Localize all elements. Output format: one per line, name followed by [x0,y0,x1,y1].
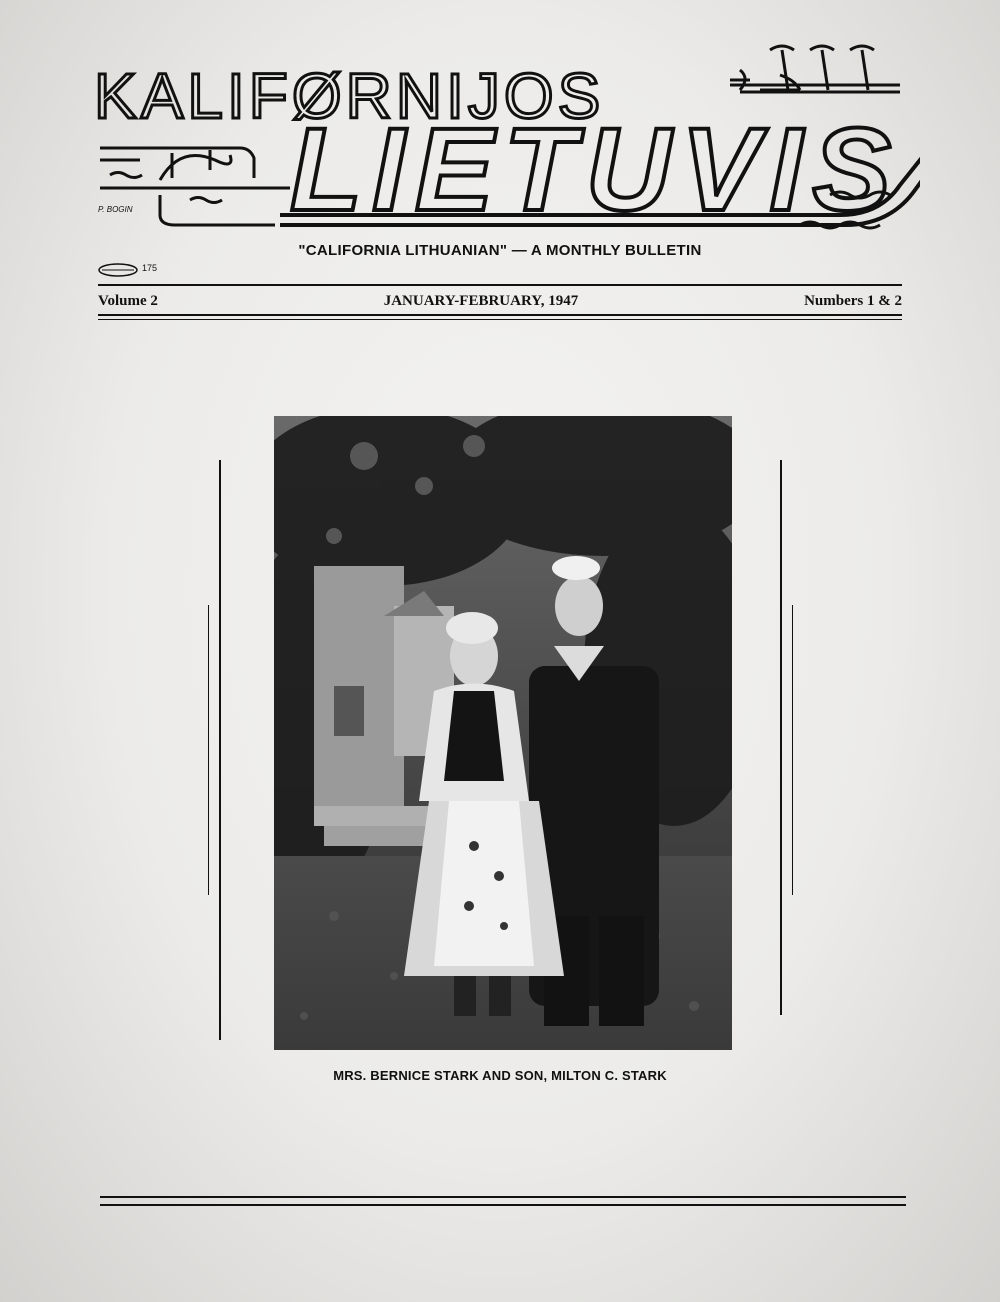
union-label-icon [98,262,168,278]
artist-signature: P. BOGIN [98,205,133,214]
header-rule-bottom-thin [98,319,902,320]
volume-label: Volume 2 [98,293,158,309]
palm-trees-icon [730,46,900,92]
mother-and-son-photo [274,416,732,1050]
header-rule-bottom [98,314,902,316]
photo-caption: MRS. BERNICE STARK AND SON, MILTON C. STARK [333,1068,667,1083]
svg-text:LIETUVIS: LIETUVIS [290,104,902,236]
issue-numbers: Numbers 1 & 2 [804,293,902,309]
union-number: 175 [142,263,158,273]
right-vertical-rule [780,460,782,1015]
cover-photo [274,416,732,1050]
right-vertical-rule-short [792,605,793,895]
footer-rule-bottom [100,1204,906,1206]
masthead-logo [80,30,920,270]
issue-info [98,293,902,310]
left-vertical-rule-short [208,605,209,895]
header-rule-top [98,284,902,286]
masthead-title-top: KALIFØRNIJOS [94,60,605,132]
issue-date: JANUARY-FEBRUARY, 1947 [383,293,579,309]
masthead [80,30,920,270]
footer-rule-top [100,1196,906,1198]
left-vertical-rule [219,460,221,1040]
masthead-subtitle: "CALIFORNIA LITHUANIAN" — A MONTHLY BULLETIN [298,242,702,259]
